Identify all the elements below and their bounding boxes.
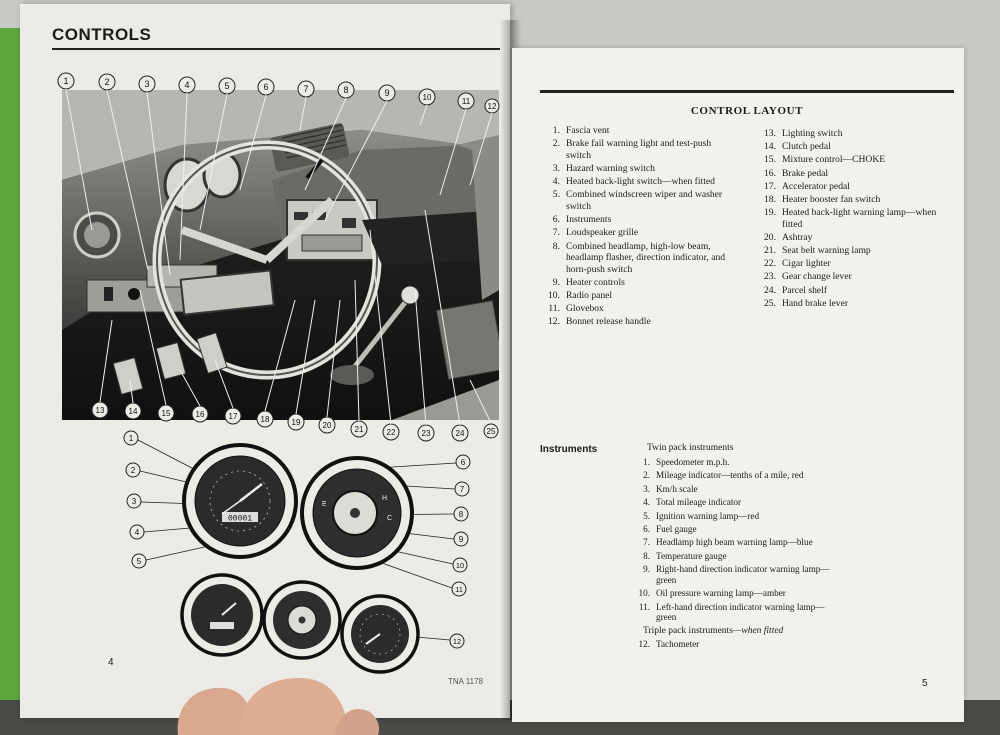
gauge-callout-5: 5	[136, 557, 142, 566]
instruments-heading: Instruments	[540, 444, 598, 455]
list-item: 3. Hazard warning switch	[552, 162, 655, 174]
gauge-callout-8: 8	[458, 510, 464, 519]
left-page-number: 4	[108, 657, 114, 668]
list-item: 20. Ashtray	[764, 231, 813, 243]
list-item: 24. Parcel shelf	[764, 284, 828, 296]
instruments-list	[630, 457, 830, 625]
list-item: 12. Tachometer	[638, 639, 700, 649]
list-item: 18. Heater booster fan switch	[764, 193, 881, 205]
list-item: 21. Seat belt warning lamp	[764, 245, 871, 257]
list-item: 10. Oil pressure warning lamp—amber	[638, 588, 786, 599]
list-item: 14. Clutch pedal	[764, 141, 831, 153]
callout-25: 25	[486, 427, 496, 436]
list-item: 15. Mixture control—CHOKE	[764, 154, 886, 166]
callout-15: 15	[161, 409, 171, 418]
twin-pack-heading: Twin pack instruments	[647, 443, 734, 453]
list-item: 22. Cigar lighter	[764, 258, 831, 270]
callout-11: 11	[461, 97, 471, 106]
list-item: 23. Gear change lever	[764, 271, 852, 283]
callout-4: 4	[184, 80, 190, 90]
list-item: 4. Total mileage indicator	[643, 497, 742, 508]
list-item: 2. Brake fail warning light and test-push switch	[552, 138, 712, 161]
list-item: 7. Loudspeaker grille	[552, 227, 639, 239]
list-item: 5. Combined windscreen wiper and washer switch	[552, 189, 723, 212]
callout-19: 19	[291, 418, 301, 427]
callout-17: 17	[228, 412, 238, 421]
list-item: 13. Lighting switch	[764, 128, 843, 139]
callout-5: 5	[224, 81, 230, 91]
gauge-callout-9: 9	[458, 535, 464, 544]
callout-18: 18	[260, 415, 270, 424]
list-item: 6. Fuel gauge	[643, 523, 697, 534]
triple-pack-heading: Triple pack instruments—when fitted	[643, 626, 784, 636]
page-title: CONTROLS	[52, 25, 152, 44]
gauge-callout-7: 7	[459, 485, 465, 494]
list-item: 9. Heater controls	[552, 276, 625, 288]
gauge-callout-11: 11	[455, 585, 463, 594]
gauge-callout-2: 2	[130, 466, 136, 475]
callout-3: 3	[144, 79, 150, 89]
gauge-callout-4: 4	[134, 528, 140, 537]
callout-21: 21	[354, 425, 364, 434]
fuel-empty-letter: E	[322, 501, 327, 508]
temp-hot-letter: H	[382, 495, 388, 502]
list-item: 16. Brake pedal	[764, 167, 829, 179]
list-item: 6. Instruments	[552, 214, 612, 226]
list-item: 9. Right-hand direction indicator warning lamp—green	[643, 564, 830, 585]
callout-9: 9	[384, 88, 390, 98]
list-item: 10. Radio panel	[548, 290, 613, 302]
controls-list-right	[756, 128, 952, 311]
list-item: 19. Heated back-light warning lamp—when fitted	[764, 207, 937, 230]
list-item: 5. Ignition warning lamp—red	[643, 510, 760, 521]
callout-24: 24	[455, 429, 465, 438]
callout-7: 7	[303, 84, 309, 94]
callout-22: 22	[386, 428, 396, 437]
callout-1: 1	[63, 76, 69, 86]
triple-pack	[182, 575, 418, 672]
callout-16: 16	[195, 410, 205, 419]
list-item: 12. Bonnet release handle	[548, 316, 651, 328]
gauge-callout-6: 6	[460, 458, 466, 467]
temp-cold-letter: C	[387, 515, 393, 522]
gauge-callout-10: 10	[455, 561, 465, 570]
list-item: 11. Left-hand direction indicator warning lamp—green	[638, 601, 825, 623]
list-item: 8. Temperature gauge	[643, 550, 727, 561]
list-item: 2. Mileage indicator—tenths of a mile, red	[643, 470, 804, 481]
right-page-number: 5	[922, 678, 928, 689]
callout-14: 14	[128, 407, 138, 416]
twin-pack-right	[302, 458, 412, 568]
callout-10: 10	[422, 93, 432, 102]
control-layout-heading: CONTROL LAYOUT	[690, 105, 804, 117]
list-item: 11. Glovebox	[548, 303, 604, 315]
callout-23: 23	[421, 429, 431, 438]
gauge-callout-1: 1	[128, 434, 134, 443]
list-item: 1. Fascia vent	[552, 125, 610, 136]
callout-13: 13	[95, 406, 105, 415]
list-item: 4. Heated back-light switch—when fitted	[552, 176, 715, 188]
gauge-callout-3: 3	[131, 497, 137, 506]
list-item: 17. Accelerator pedal	[764, 180, 850, 192]
list-item: 25. Hand brake lever	[764, 297, 849, 309]
twin-pack-left	[184, 445, 296, 557]
list-item: 8. Combined headlamp, high-low beam, headlamp flasher, direction indicator, and horn-push switch	[552, 240, 726, 275]
list-item: 7. Headlamp high beam warning lamp—blue	[643, 537, 813, 548]
heading-rule	[540, 90, 954, 93]
reference-code: TNA 1178	[448, 677, 483, 686]
callout-12: 12	[487, 102, 497, 111]
list-item: 3. Km/h scale	[643, 483, 698, 494]
list-item: 1. Speedometer m.p.h.	[643, 457, 730, 467]
callout-6: 6	[263, 82, 269, 92]
odometer-digits: 00001	[227, 514, 253, 524]
callout-20: 20	[322, 421, 332, 430]
callout-8: 8	[343, 85, 349, 95]
gauge-callout-12: 12	[452, 637, 462, 646]
controls-list-left	[540, 125, 736, 330]
callout-2: 2	[104, 77, 110, 87]
